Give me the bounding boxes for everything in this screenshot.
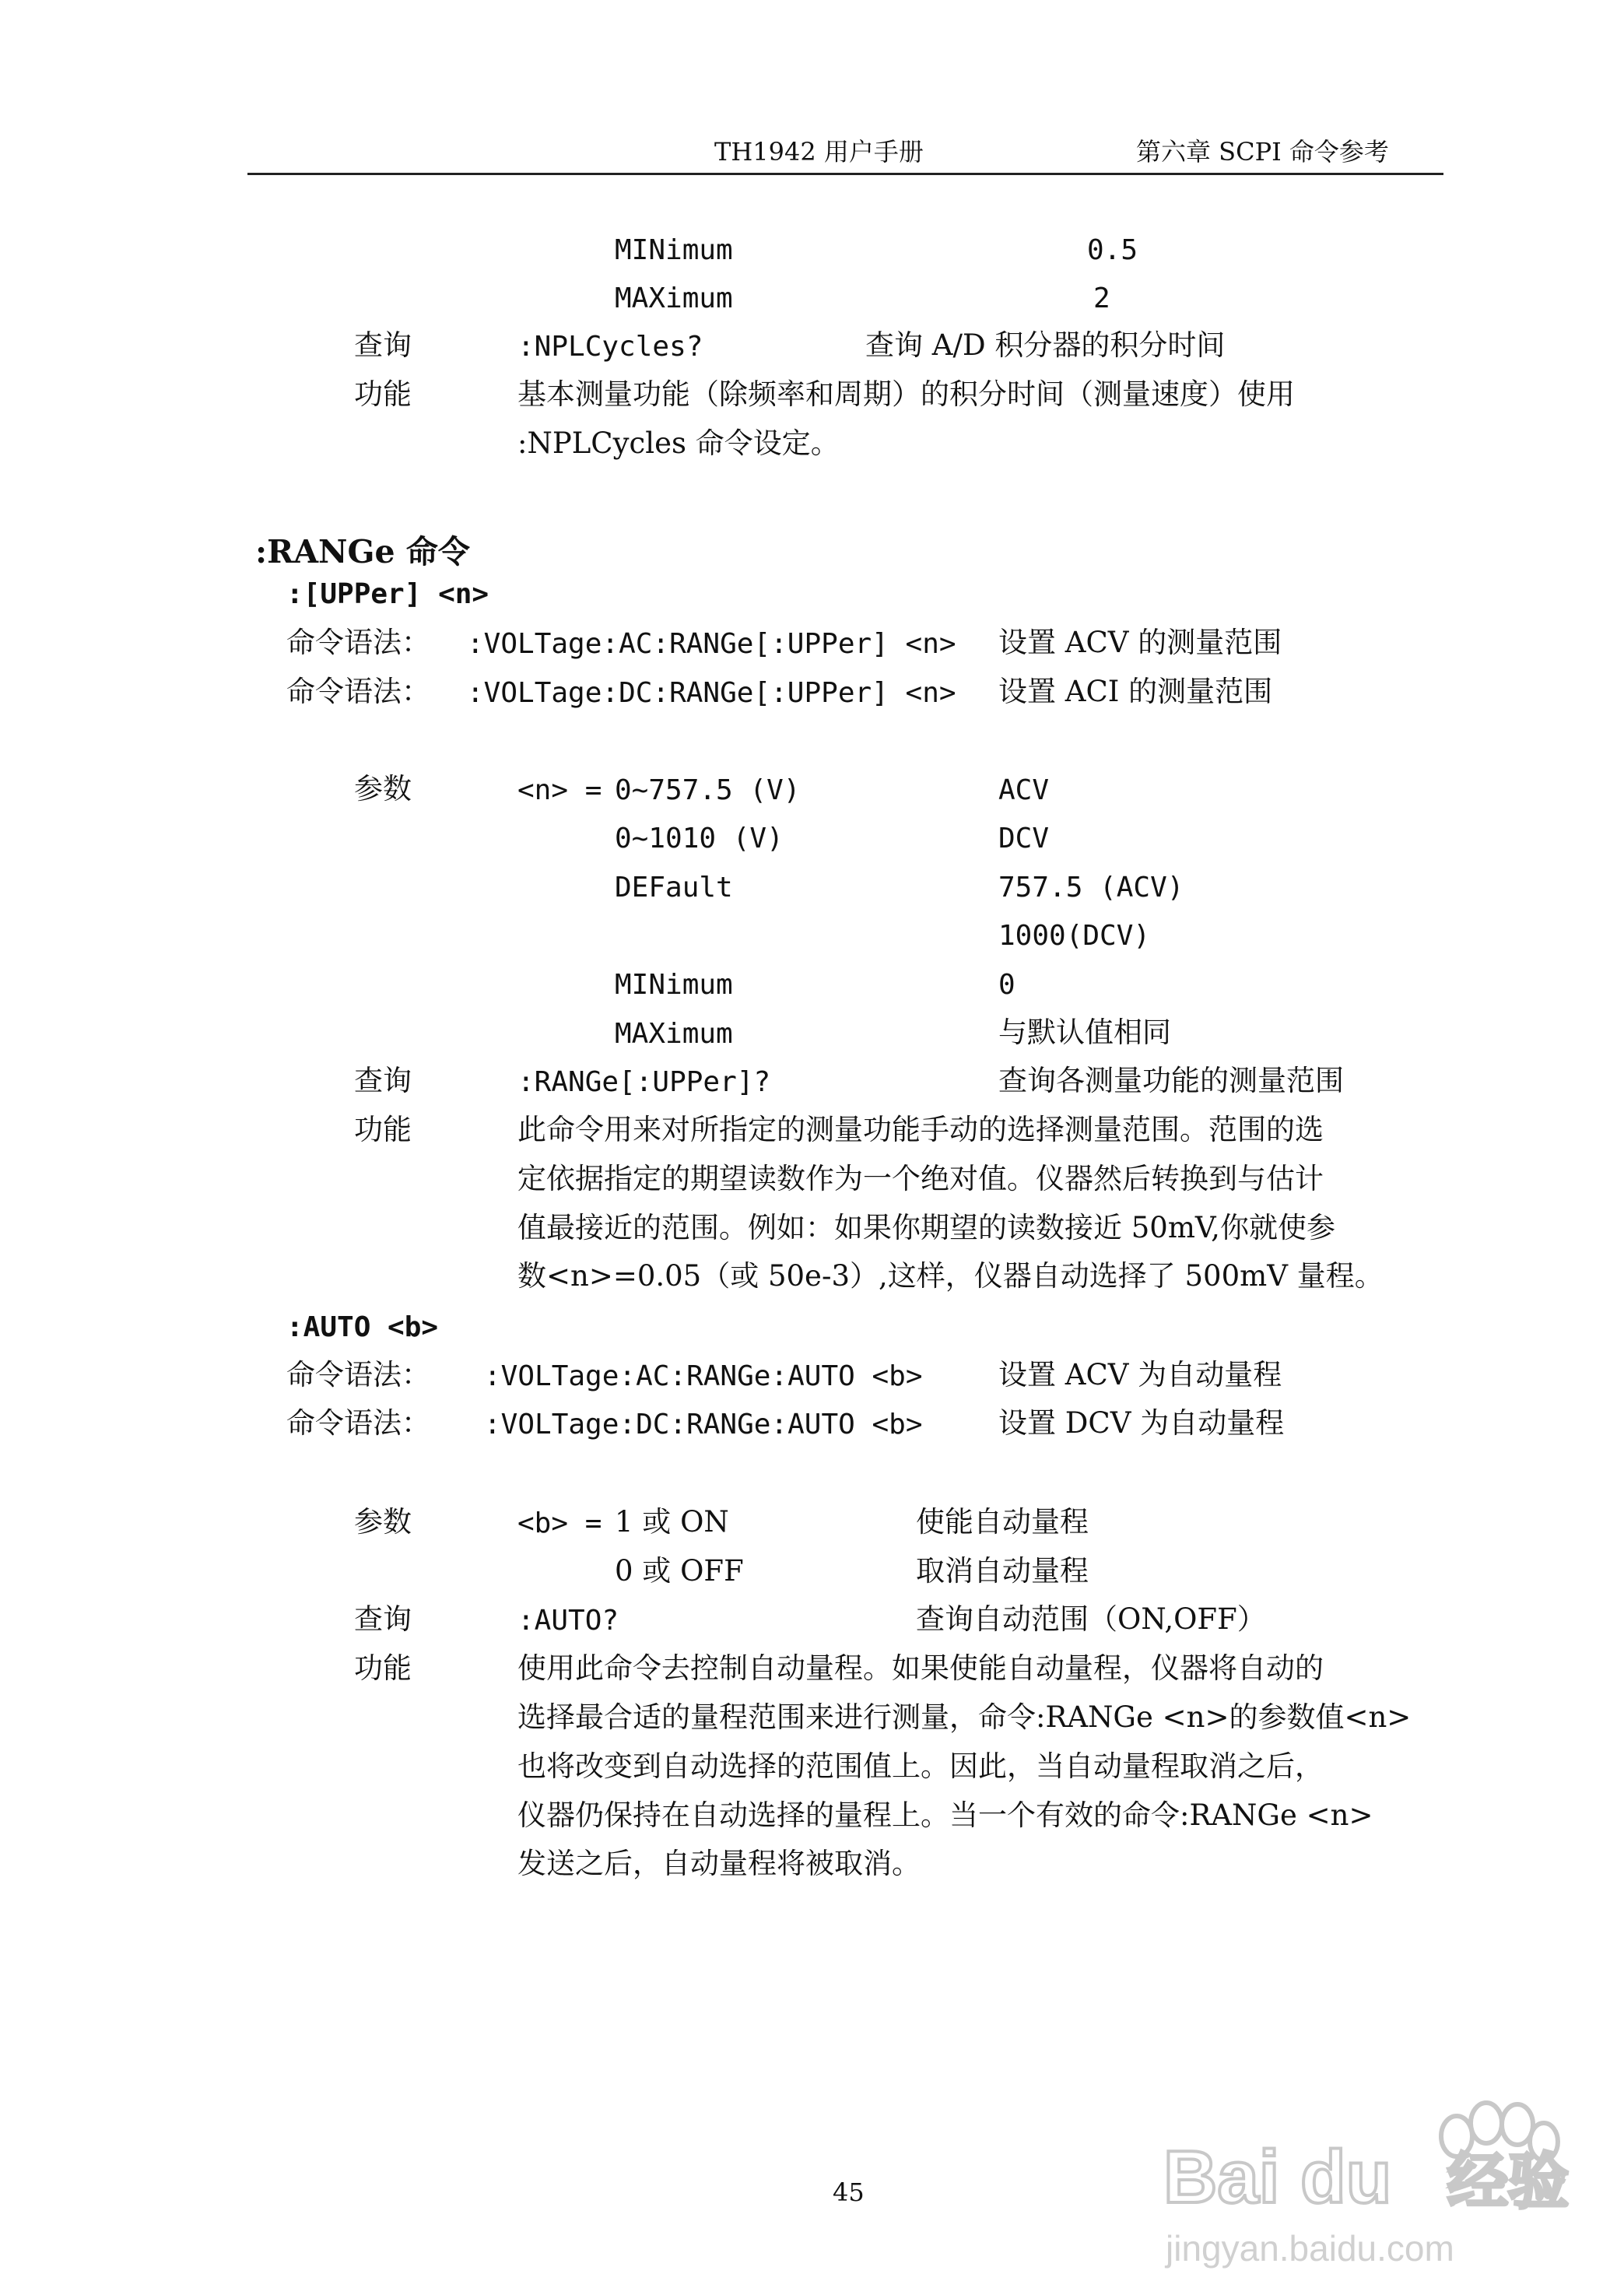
syntax-label: 命令语法： [286,675,430,708]
param-desc: 757.5 (ACV) [998,872,1184,904]
query-label: 查询 [354,1602,412,1636]
syntax-command: :VOLTage:AC:RANGe[:UPPer] <n> [467,628,956,660]
function-text-line: 基本测量功能（除频率和周期）的积分时间（测量速度）使用 [517,377,1295,411]
param-value: 0~757.5 (V) [615,774,801,806]
syntax-command: :VOLTage:AC:RANGe:AUTO <b> [484,1360,923,1392]
param-desc: 与默认值相同 [998,1016,1171,1049]
page-number: 45 [833,2177,865,2207]
query-description: 查询各测量功能的测量范围 [998,1064,1344,1097]
function-text-line: 定依据指定的期望读数作为一个绝对值。仪器然后转换到与估计 [517,1162,1324,1195]
param-desc: DCV [998,823,1050,854]
subsection-heading-auto: :AUTO <b> [286,1311,439,1343]
param-value: DEFault [615,872,733,904]
query-command: :AUTO? [517,1605,619,1637]
param-label: 参数 [354,1505,412,1539]
param-desc: 0 [998,969,1015,1001]
query-label: 查询 [354,328,412,362]
syntax-description: 设置 ACV 为自动量程 [998,1358,1282,1391]
subsection-heading-upper: :[UPPer] <n> [286,578,489,610]
function-text-line: :NPLCycles 命令设定。 [517,426,840,460]
syntax-description: 设置 ACV 的测量范围 [998,626,1282,659]
watermark-brand: Bai du [1163,2135,1392,2219]
function-text-line: 发送之后，自动量程将被取消。 [517,1847,921,1880]
param-desc: ACV [998,774,1050,806]
query-command: :NPLCycles? [517,331,703,363]
syntax-command: :VOLTage:DC:RANGe[:UPPer] <n> [467,677,956,709]
param-desc: 使能自动量程 [916,1505,1089,1539]
param-value: MAXimum [615,1018,733,1050]
syntax-command: :VOLTage:DC:RANGe:AUTO <b> [484,1409,923,1441]
query-description: 查询自动范围（ON,OFF） [916,1602,1266,1636]
syntax-label: 命令语法： [286,626,430,659]
param-desc: 0.5 [1087,234,1138,266]
param-prefix: <n> = [517,774,602,806]
function-text-line: 仪器仍保持在自动选择的量程上。当一个有效的命令:RANGe <n> [517,1798,1373,1832]
function-text-line: 使用此命令去控制自动量程。如果使能自动量程，仪器将自动的 [517,1651,1324,1685]
function-text-line: 此命令用来对所指定的测量功能手动的选择测量范围。范围的选 [517,1113,1324,1146]
function-label: 功能 [354,1651,412,1685]
function-text-line: 也将改变到自动选择的范围值上。因此，当自动量程取消之后， [517,1749,1324,1783]
function-label: 功能 [354,377,412,411]
function-label: 功能 [354,1113,412,1146]
param-desc: 取消自动量程 [916,1554,1089,1588]
function-text-line: 值最接近的范围。例如：如果你期望的读数接近 50mV,你就使参 [517,1211,1335,1244]
syntax-label: 命令语法： [286,1358,430,1391]
watermark-jingyan: 经验 [1447,2147,1570,2217]
syntax-description: 设置 ACI 的测量范围 [998,675,1273,708]
param-label: 参数 [354,772,412,805]
param-desc: 1000(DCV) [998,920,1151,952]
param-value: MAXimum [615,282,733,314]
query-label: 查询 [354,1064,412,1097]
param-value: MINimum [615,969,733,1001]
section-heading-range: :RANGe 命令 [255,533,470,570]
param-prefix: <b> = [517,1507,602,1539]
param-value: 0~1010 (V) [615,823,784,854]
param-desc: 2 [1093,282,1110,314]
baidu-jingyan-watermark [1159,2093,1595,2288]
query-description: 查询 A/D 积分器的积分时间 [865,328,1226,362]
syntax-label: 命令语法： [286,1406,430,1440]
header-rule [247,173,1443,175]
syntax-description: 设置 DCV 为自动量程 [998,1406,1285,1440]
watermark-url: jingyan.baidu.com [1166,2228,1454,2269]
header-manual-title: TH1942 用户手册 [714,137,924,167]
query-command: :RANGe[:UPPer]? [517,1066,771,1098]
param-value: MINimum [615,234,733,266]
header-chapter-title: 第六章 SCPI 命令参考 [1136,137,1389,167]
param-value: 0 或 OFF [615,1554,744,1588]
param-value: 1 或 ON [615,1505,729,1539]
function-text-line: 选择最合适的量程范围来进行测量，命令:RANGe <n>的参数值<n> [517,1700,1412,1734]
function-text-line: 数<n>=0.05（或 50e-3）,这样，仪器自动选择了 500mV 量程。 [517,1259,1384,1293]
